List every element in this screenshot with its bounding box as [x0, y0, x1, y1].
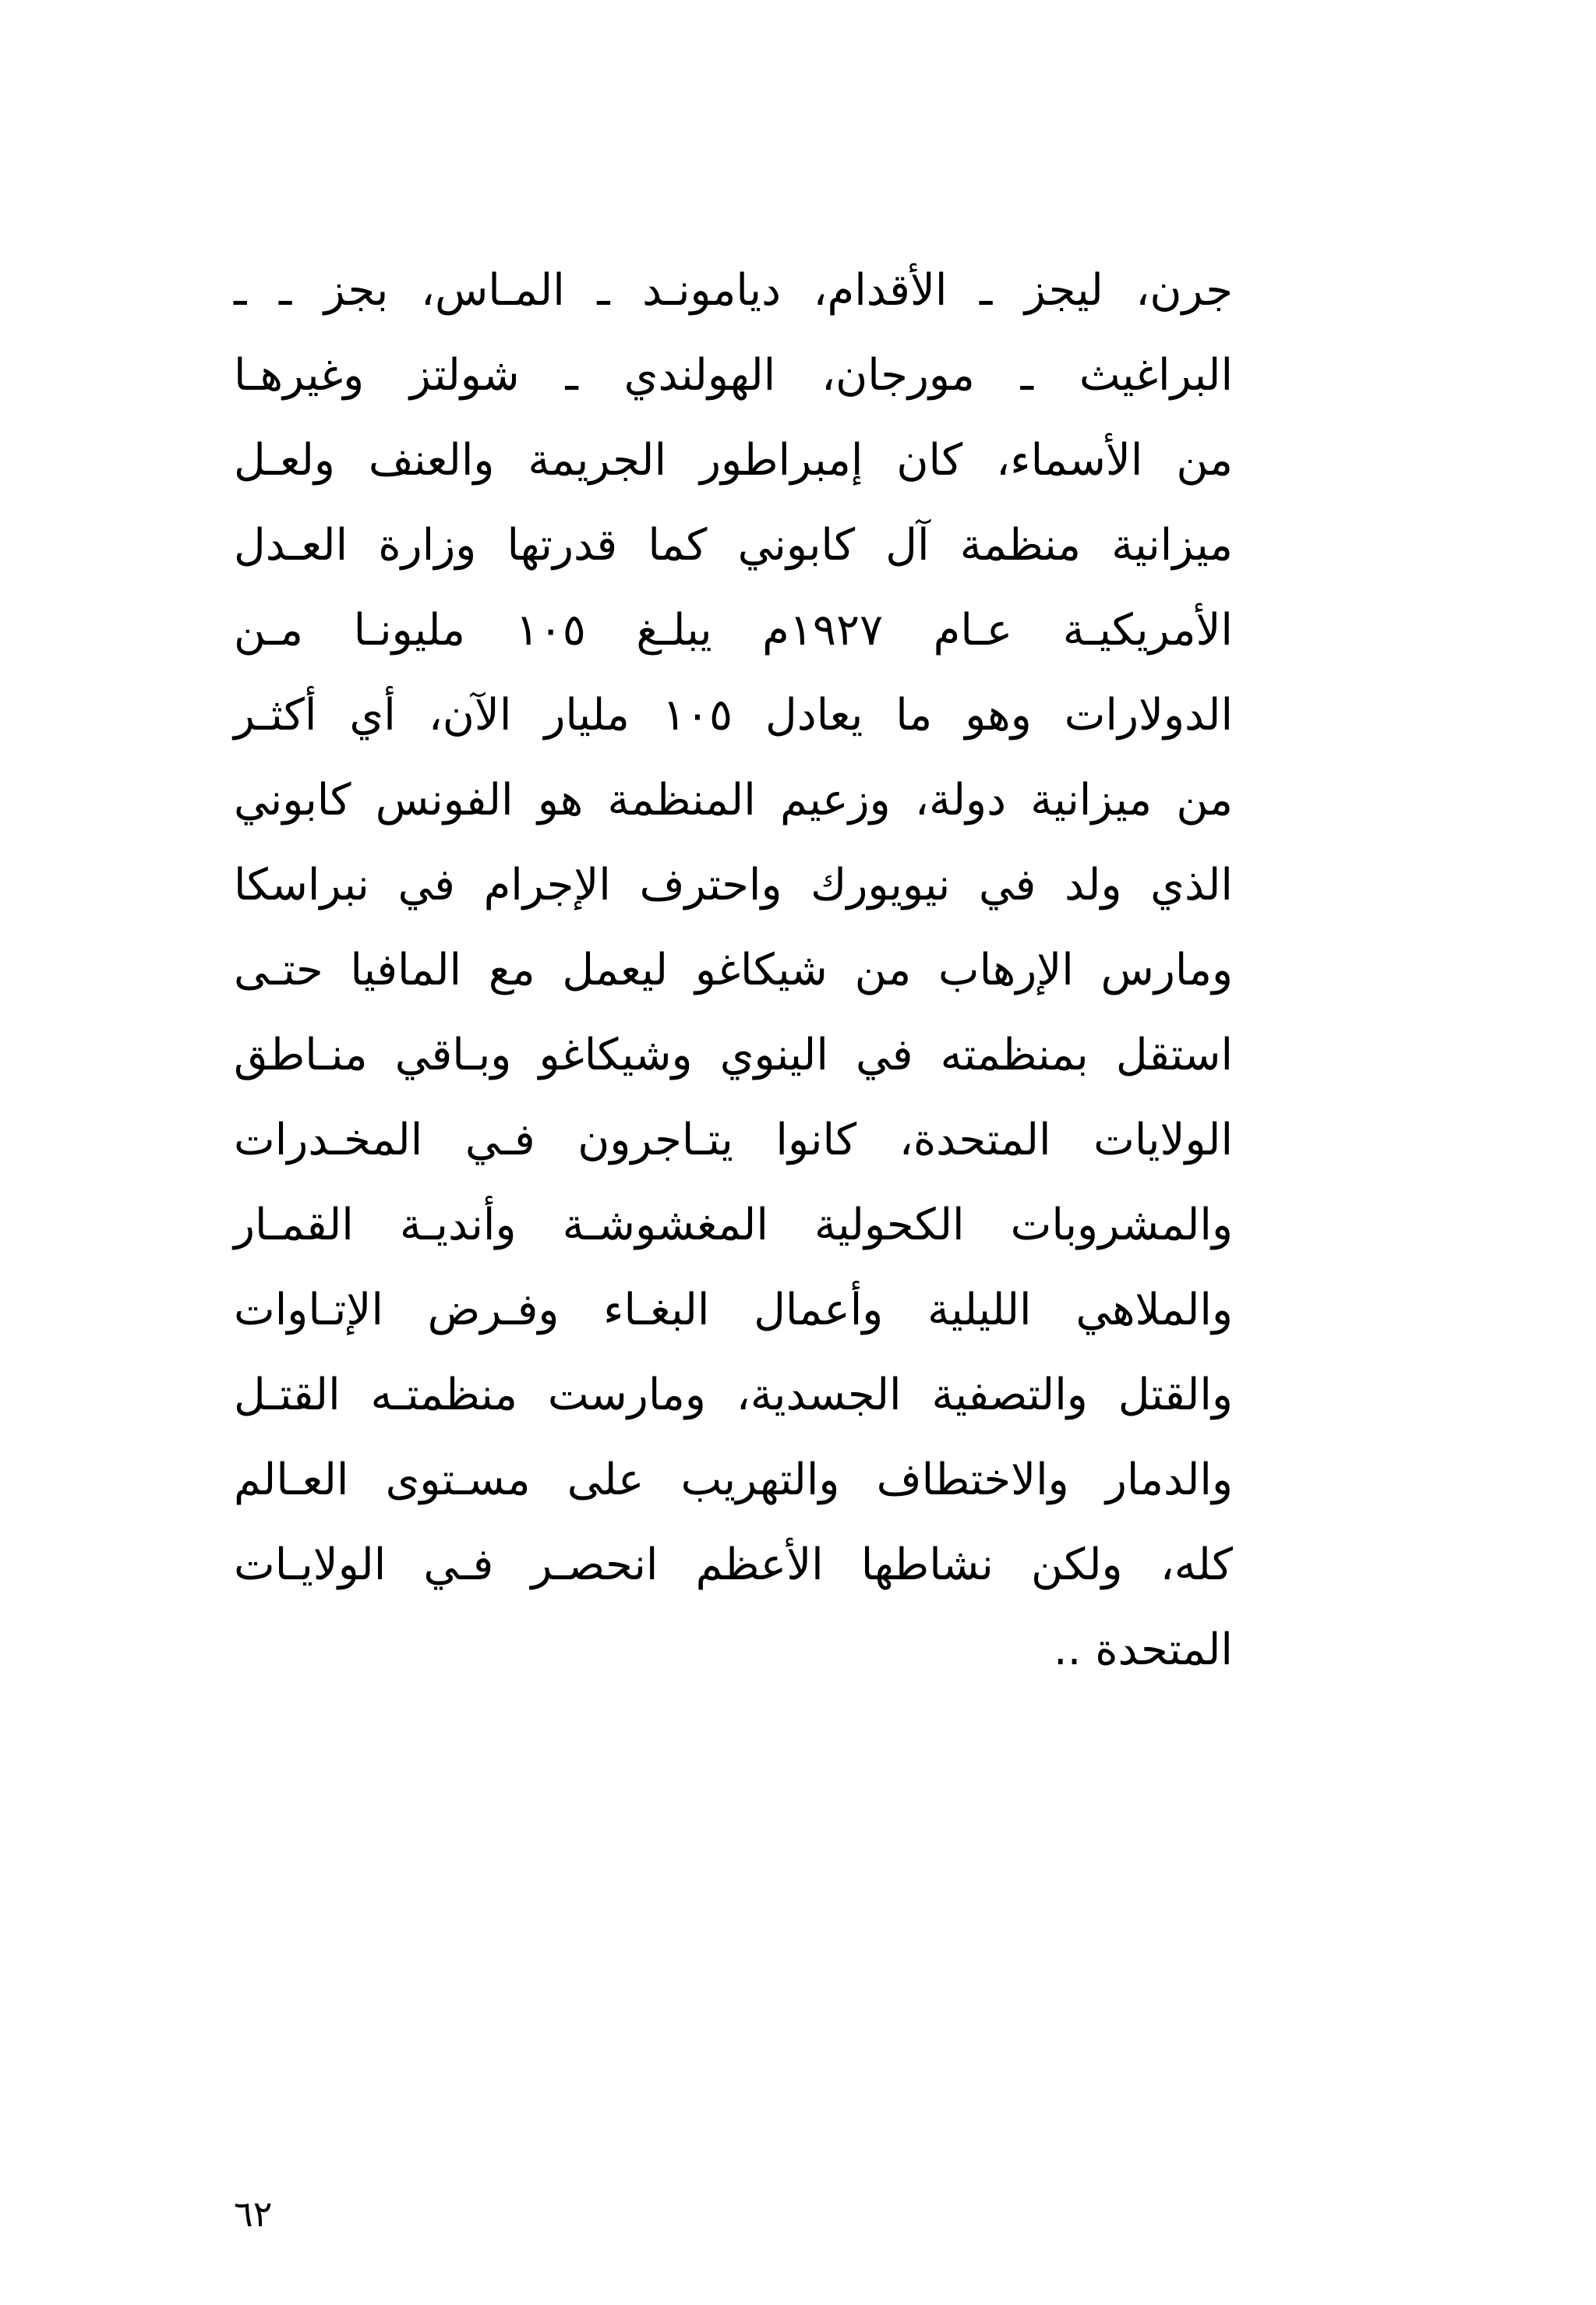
text-line: كله، ولكن نشاطها الأعظم انحصـر فـي الولايـات	[234, 1540, 1233, 1590]
page-number: ٦٢	[234, 2193, 273, 2235]
text-line: والقتل والتصفية الجسدية، ومارست منظمتـه القتـل	[234, 1370, 1233, 1420]
text-line: الذي ولد في نيويورك واحترف الإجرام في نبراسكا	[234, 860, 1233, 910]
text-line: الولايات المتحدة، كانوا يتـاجرون فـي المخـدرات	[234, 1115, 1233, 1165]
text-line: والدمار والاختطاف والتهريب على مسـتوى العـالم	[234, 1455, 1233, 1505]
text-line: ومارس الإرهاب من شيكاغو ليعمل مع المافيا حتـى	[234, 945, 1233, 995]
text-line: والملاهي الليلية وأعمال البغـاء وفـرض الإتـاوات	[234, 1285, 1233, 1335]
body-paragraph	[234, 248, 1233, 1692]
text-line: الأمريكيـة عـام ١٩٢٧م يبلـغ ١٠٥ مليونـا مـن	[234, 605, 1233, 656]
text-line: الدولارات وهو ما يعادل ١٠٥ مليار الآن، أي أكثـر	[234, 690, 1234, 741]
text-line: من الأسماء، كان إمبراطور الجريمة والعنف ولعـل	[234, 435, 1233, 486]
text-line-last: المتحدة ..	[1053, 1624, 1233, 1675]
text-line: استقل بمنظمته في الينوي وشيكاغو وبـاقي منـاطق	[234, 1030, 1233, 1080]
text-line: جرن، ليجز ـ الأقدام، ديامونـد ـ المـاس، بجز ـ ـ	[234, 265, 1233, 316]
text-line: البراغيث ـ مورجان، الهولندي ـ شولتز وغيرهـا	[234, 350, 1233, 401]
text-line: ميزانية منظمة آل كابوني كما قدرتها وزارة العـدل	[234, 520, 1233, 571]
text-line: من ميزانية دولة، وزعيم المنظمة هو الفونس كابوني	[234, 775, 1233, 825]
text-line: والمشروبات الكحولية المغشوشـة وأنديـة القمـار	[234, 1200, 1233, 1250]
